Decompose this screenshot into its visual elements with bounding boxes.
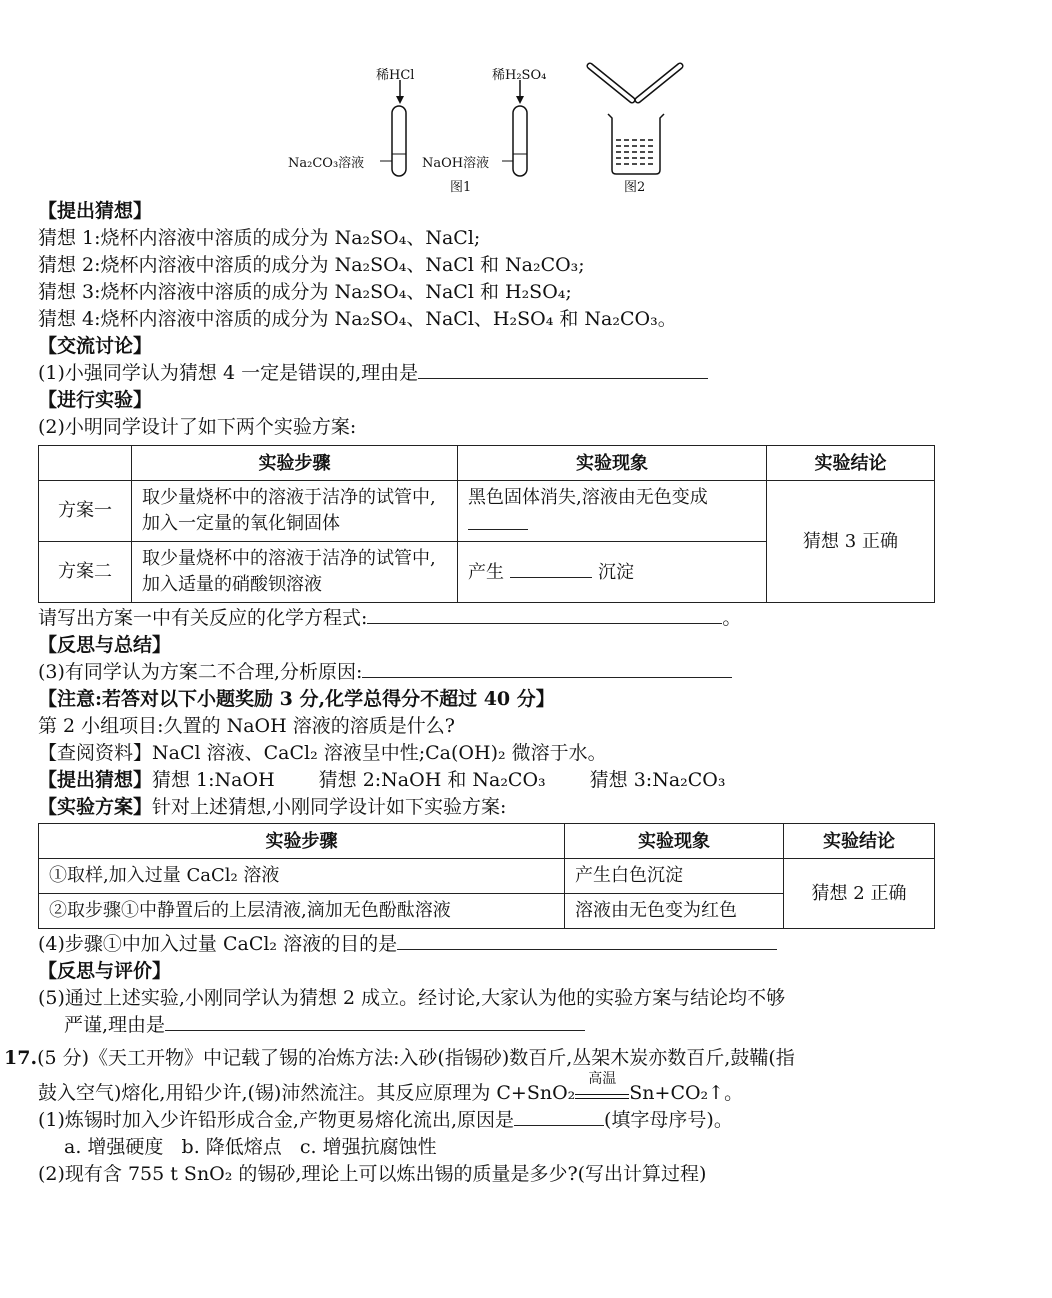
question-17-line-1 bbox=[4, 1045, 1013, 1072]
fig2-caption: 图2 bbox=[624, 180, 646, 195]
hypothesis-b1: 猜想 1:NaOH bbox=[152, 769, 275, 791]
experiment-table-2 bbox=[38, 823, 935, 929]
question-17-line-1-text: (5 分)《天工开物》中记载了锡的冶炼方法:入砂(指锡砂)数百斤,丛架木炭亦数百斤,鼓鞴(指 bbox=[37, 1047, 795, 1069]
tube1-solution-label: Na₂CO₃溶液 bbox=[288, 156, 365, 171]
question-17-2: (2)现有含 755 t SnO₂ 的锡砂,理论上可以炼出锡的质量是多少?(写出计算过程) bbox=[38, 1163, 707, 1185]
plan-1-step: 取少量烧杯中的溶液于洁净的试管中,加入一定量的氧化铜固体 bbox=[132, 481, 458, 542]
table1-header-phenomenon: 实验现象 bbox=[458, 446, 767, 481]
table2-phenomenon-1: 产生白色沉淀 bbox=[565, 859, 784, 894]
plan-2-phen-a: 产生 bbox=[468, 561, 504, 583]
question-3-text: (3)有同学认为方案二不合理,分析原因: bbox=[38, 661, 363, 683]
plan-intro bbox=[38, 794, 1013, 821]
answer-blank-color[interactable] bbox=[468, 511, 528, 530]
equation-prompt bbox=[38, 605, 1013, 632]
table2-header-steps: 实验步骤 bbox=[39, 824, 565, 859]
plan-1-label: 方案一 bbox=[39, 481, 132, 542]
table1-conclusion: 猜想 3 正确 bbox=[767, 481, 935, 603]
answer-blank-17-1[interactable] bbox=[514, 1107, 604, 1126]
table-row bbox=[39, 481, 935, 542]
question-5-line-1: (5)通过上述实验,小刚同学认为猜想 2 成立。经讨论,大家认为他的实验方案与结论均不够 bbox=[38, 987, 786, 1009]
plan-1-phenomenon bbox=[458, 481, 767, 542]
question-17-1 bbox=[38, 1107, 1013, 1134]
table2-step-1: ①取样,加入过量 CaCl₂ 溶液 bbox=[39, 859, 565, 894]
table2-header-conclusion: 实验结论 bbox=[784, 824, 935, 859]
group-2-title: 第 2 小组项目:久置的 NaOH 溶液的溶质是什么? bbox=[38, 715, 455, 737]
plan-2-label: 方案二 bbox=[39, 542, 132, 603]
plan-2-phen-b: 沉淀 bbox=[598, 561, 634, 583]
hypothesis-b2: 猜想 2:NaOH 和 Na₂CO₃ bbox=[318, 769, 546, 791]
question-4-text: (4)步骤①中加入过量 CaCl₂ 溶液的目的是 bbox=[38, 933, 398, 955]
answer-blank-3[interactable] bbox=[362, 659, 732, 678]
question-1-text: (1)小强同学认为猜想 4 一定是错误的,理由是 bbox=[38, 362, 419, 384]
question-4 bbox=[38, 931, 1013, 958]
tube1-reagent-label: 稀HCl bbox=[376, 68, 415, 83]
reaction-condition-text: 高温 bbox=[588, 1071, 617, 1087]
plan-text: 针对上述猜想,小刚同学设计如下实验方案: bbox=[152, 796, 507, 818]
question-17-line-2-b: Sn+CO₂↑。 bbox=[629, 1082, 744, 1104]
experiment-figures bbox=[280, 58, 700, 198]
question-5-line-2 bbox=[38, 1012, 1013, 1039]
table2-conclusion: 猜想 2 正确 bbox=[784, 859, 935, 929]
plan-2-phenomenon bbox=[458, 542, 767, 603]
question-17-1-text: (1)炼锡时加入少许铅形成合金,产物更易熔化流出,原因是 bbox=[38, 1109, 514, 1131]
section-evaluation: 【反思与评价】 bbox=[38, 960, 172, 982]
answer-blank-4[interactable] bbox=[397, 931, 777, 950]
hypothesis-1: 猜想 1:烧杯内溶液中溶质的成分为 Na₂SO₄、NaCl; bbox=[38, 227, 481, 249]
question-3 bbox=[38, 659, 1013, 686]
hypothesis-group-2 bbox=[38, 767, 1013, 794]
table1-header-row bbox=[39, 446, 935, 481]
experiment-table-1 bbox=[38, 445, 935, 603]
question-2: (2)小明同学设计了如下两个实验方案: bbox=[38, 416, 357, 438]
answer-blank-5[interactable] bbox=[165, 1012, 585, 1031]
table2-header-phenomenon: 实验现象 bbox=[565, 824, 784, 859]
answer-blank-1[interactable] bbox=[418, 360, 708, 379]
hypothesis-4: 猜想 4:烧杯内溶液中溶质的成分为 Na₂SO₄、NaCl、H₂SO₄ 和 Na₂CO₃。 bbox=[38, 308, 677, 330]
hypothesis-b3: 猜想 3:Na₂CO₃ bbox=[589, 769, 726, 791]
answer-blank-precipitate[interactable] bbox=[510, 559, 592, 578]
hypothesis-2: 猜想 2:烧杯内溶液中溶质的成分为 Na₂SO₄、NaCl 和 Na₂CO₃; bbox=[38, 254, 585, 276]
tube2-solution-label: NaOH溶液 bbox=[422, 156, 490, 171]
section-discussion: 【交流讨论】 bbox=[38, 335, 153, 357]
hypothesis-group-2-label: 【提出猜想】 bbox=[38, 769, 153, 791]
fig1-caption: 图1 bbox=[450, 180, 472, 195]
equation-period: 。 bbox=[722, 607, 742, 629]
section-experiment: 【进行实验】 bbox=[38, 389, 153, 411]
hypothesis-3: 猜想 3:烧杯内溶液中溶质的成分为 Na₂SO₄、NaCl 和 H₂SO₄; bbox=[38, 281, 572, 303]
equals-sign bbox=[575, 1094, 629, 1099]
question-17-1-tail: (填字母序号)。 bbox=[604, 1109, 733, 1131]
reaction-condition bbox=[575, 1071, 629, 1099]
plan-2-step: 取少量烧杯中的溶液于洁净的试管中,加入适量的硝酸钡溶液 bbox=[132, 542, 458, 603]
table1-header-steps: 实验步骤 bbox=[132, 446, 458, 481]
plan-label: 【实验方案】 bbox=[38, 796, 153, 818]
section-reflection: 【反思与总结】 bbox=[38, 634, 172, 656]
equation-prompt-text: 请写出方案一中有关反应的化学方程式: bbox=[38, 607, 368, 629]
table2-step-2: ②取步骤①中静置后的上层清液,滴加无色酚酞溶液 bbox=[39, 894, 565, 929]
question-17-number: 17. bbox=[4, 1047, 38, 1069]
reference-materials: 【查阅资料】NaCl 溶液、CaCl₂ 溶液呈中性;Ca(OH)₂ 微溶于水。 bbox=[38, 742, 607, 764]
question-17-line-2 bbox=[38, 1071, 1013, 1107]
table2-header-row bbox=[39, 824, 935, 859]
tube2-reagent-label: 稀H₂SO₄ bbox=[492, 68, 547, 83]
plan-1-phenomenon-text: 黑色固体消失,溶液由无色变成 bbox=[468, 486, 708, 508]
bonus-note: 【注意:若答对以下小题奖励 3 分,化学总得分不超过 40 分】 bbox=[38, 688, 555, 710]
question-17-options: a. 增强硬度 b. 降低熔点 c. 增强抗腐蚀性 bbox=[64, 1136, 437, 1158]
table1-header-conclusion: 实验结论 bbox=[767, 446, 935, 481]
question-1 bbox=[38, 360, 1013, 387]
question-content bbox=[4, 198, 1013, 1188]
question-17-line-2-a: 鼓入空气)熔化,用铅少许,(锡)沛然流注。其反应原理为 C+SnO₂ bbox=[38, 1082, 576, 1104]
table-row bbox=[39, 859, 935, 894]
table1-header-blank bbox=[39, 446, 132, 481]
section-hypothesis: 【提出猜想】 bbox=[38, 200, 153, 222]
answer-blank-equation[interactable] bbox=[367, 605, 722, 624]
table2-phenomenon-2: 溶液由无色变为红色 bbox=[565, 894, 784, 929]
question-5-line-2-text: 严谨,理由是 bbox=[64, 1014, 166, 1036]
